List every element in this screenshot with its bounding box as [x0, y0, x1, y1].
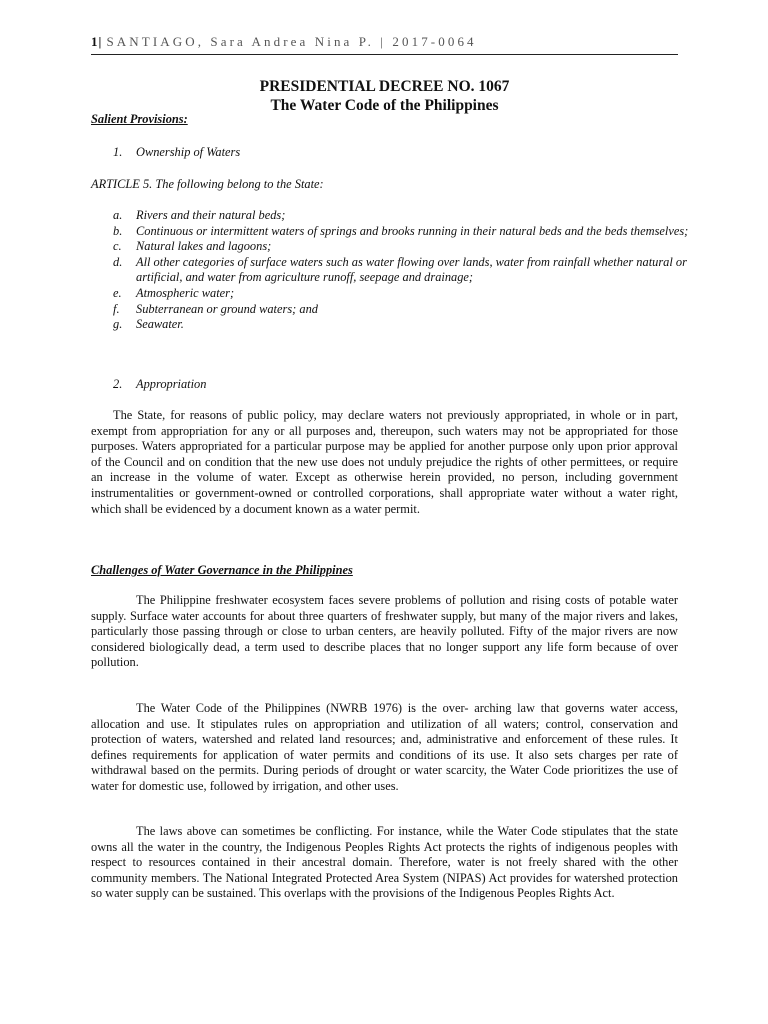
list-marker: c. — [113, 239, 122, 254]
list-marker: d. — [113, 254, 123, 269]
appropriation-paragraph: The State, for reasons of public policy, may declare waters not previously appropriated, in whole or in part, exempt from appropriation for any or all purposes and, thereupon, such waters may not be appropriated for those purposes. Waters appropriated for a particular purpose may be applied for another purpose only upon prior approval of the Council and on condition that the new use does not unduly prejudice the rights of other permittees, or require an increase in the volume of water. Except as otherwise herein provided, no person, including government instrumentalities or government-owned or controlled corporations, shall appropriate water without a water right, which shall be evidenced by a document known as a water permit. — [91, 408, 678, 516]
list-item — [113, 223, 723, 240]
document-subtitle: The Water Code of the Philippines — [270, 97, 499, 114]
list-item — [113, 254, 723, 286]
list-marker: g. — [113, 317, 123, 332]
document-title: PRESIDENTIAL DECREE NO. 1067 — [259, 78, 510, 95]
list-item — [113, 285, 723, 302]
list-marker: b. — [113, 223, 123, 238]
header-separator: | — [98, 34, 105, 49]
list-item — [113, 145, 723, 161]
list-item — [113, 317, 723, 333]
provision-appropriation — [91, 377, 723, 393]
list-item — [113, 208, 723, 224]
provision-label: Ownership of Waters — [136, 145, 241, 159]
page-header — [91, 34, 691, 50]
challenges-heading: Challenges of Water Governance in the Philippines — [91, 563, 353, 577]
list-marker: 2. — [113, 377, 123, 391]
body-paragraph: The Philippine freshwater ecosystem faces severe problems of pollution and rising costs of potable water supply. Surface water accounts for about three quarters of freshwater supply, but many of the major rivers and lakes, particularly those passing through or close to urban centers, are heavily polluted. Fifty of the major rivers are now considered biologically dead, a term used to describe places that no longer support any life form because of over pollution. — [91, 593, 678, 670]
list-item-text: All other categories of surface waters such as water flowing over lands, water from rainfall whether natural or artificial, and water from agriculture runoff, seepage and drainage; — [136, 254, 687, 285]
page-number: 1 — [91, 34, 99, 49]
list-marker: a. — [113, 208, 123, 222]
provision-ownership — [91, 145, 723, 161]
state-waters-list — [91, 208, 723, 333]
salient-provisions-heading: Salient Provisions: — [91, 112, 188, 126]
list-item — [113, 301, 723, 318]
header-rule — [91, 54, 678, 55]
header-author-id: SANTIAGO, Sara Andrea Nina P. | 2017-0064 — [106, 34, 477, 49]
list-item-text: Seawater. — [136, 317, 184, 332]
list-marker: 1. — [113, 145, 123, 159]
list-item — [113, 377, 723, 393]
title-block — [91, 77, 678, 115]
list-item-text: Natural lakes and lagoons; — [136, 239, 272, 254]
article-5-heading: ARTICLE 5. The following belong to the State: — [91, 177, 324, 191]
list-item-text: Atmospheric water; — [136, 285, 235, 300]
list-item-text: Subterranean or ground waters; and — [136, 301, 318, 316]
list-item-text: Continuous or intermittent waters of springs and brooks running in their natural beds and the beds themselves; — [136, 223, 689, 238]
body-paragraph: The laws above can sometimes be conflicting. For instance, while the Water Code stipulates that the state owns all the water in the country, the Indigenous Peoples Rights Act protects the rights of indigenous peoples with respect to resources contained in their ancestral domain. Therefore, water is not freely shared with the other community members. The National Integrated Protected Area System (NIPAS) Act provides for watershed protection so water supply can be sustained. This overlaps with the provisions of the Indigenous Peoples Rights Act. — [91, 824, 678, 901]
list-marker: e. — [113, 285, 122, 300]
body-paragraph: The Water Code of the Philippines (NWRB 1976) is the over- arching law that governs water access, allocation and use. It stipulates rules on appropriation and utilization of all waters; control, conservation and protection of waters, watershed and related land resources; and, administrative and enforcement of these rules. It defines requirements for application of water permits and conditions of its use. It also sets charges per rate of withdrawal based on the permits. During periods of drought or water scarcity, the Water Code prioritizes the use of water for domestic use, followed by irrigation, and other uses. — [91, 701, 678, 793]
list-item-text: Rivers and their natural beds; — [136, 208, 286, 222]
provision-label: Appropriation — [136, 377, 207, 391]
list-marker: f. — [113, 301, 120, 316]
list-item — [113, 239, 723, 255]
